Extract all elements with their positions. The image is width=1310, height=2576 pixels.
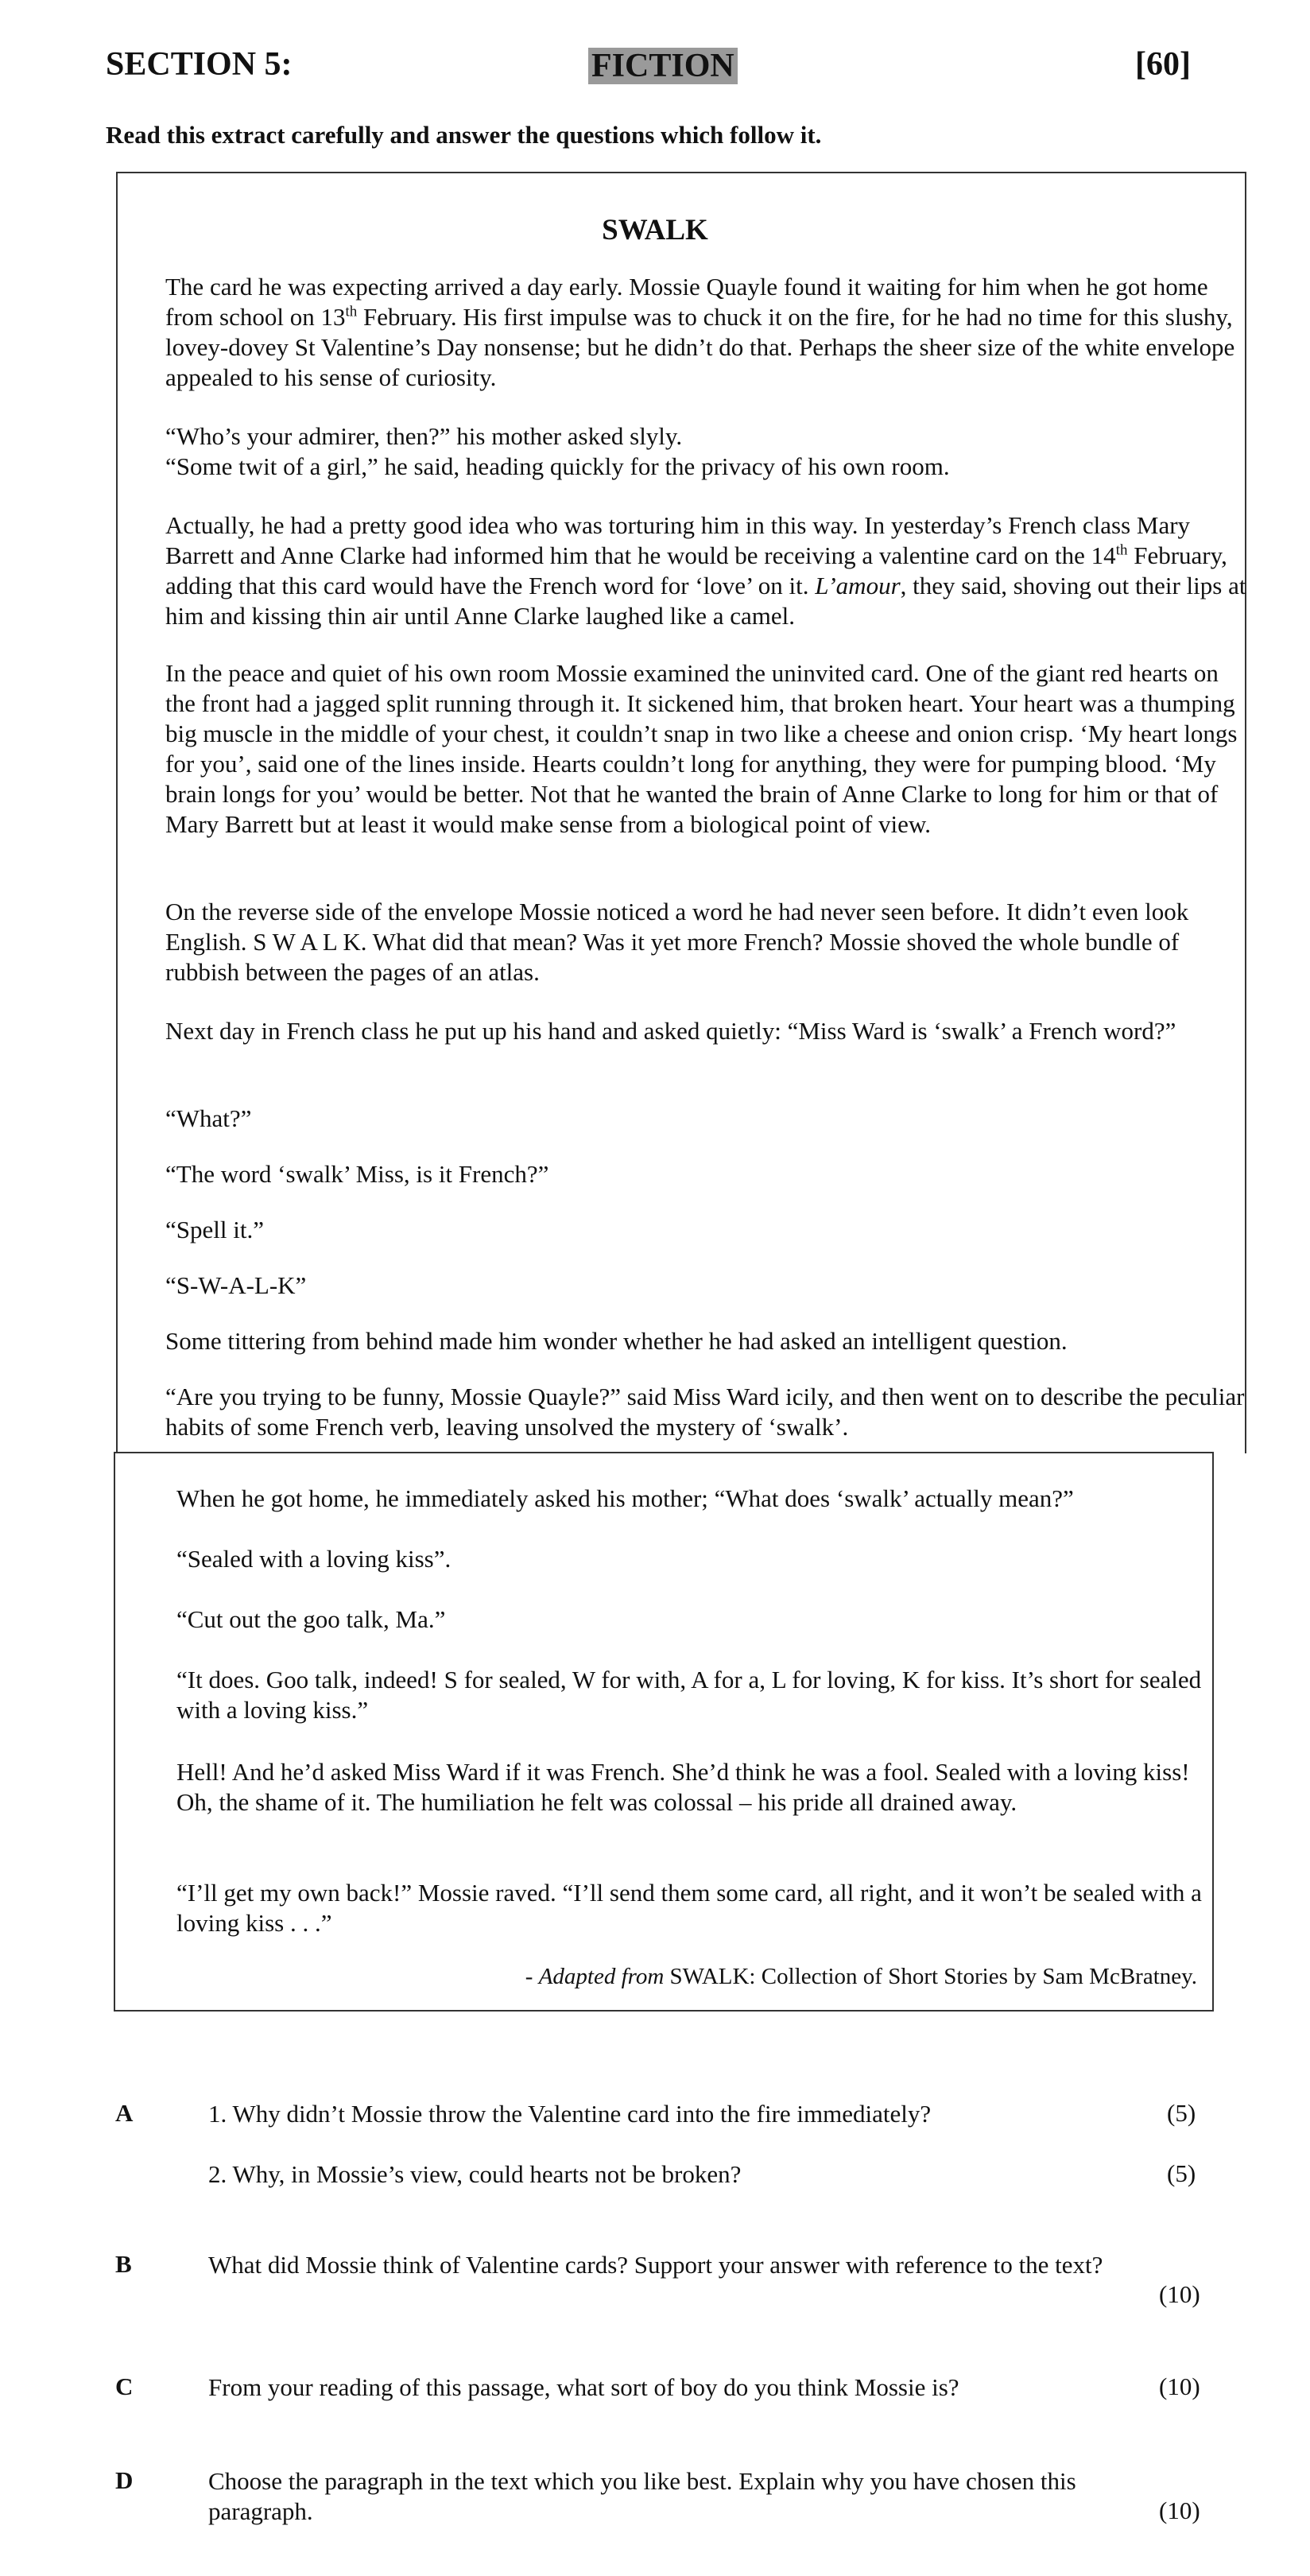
question-marks: (10)	[1159, 2496, 1200, 2524]
paragraph-16: “It does. Goo talk, indeed! S for sealed, W for with, A for a, L for loving, K for kiss. It’s short for sealed with a loving kiss.”	[176, 1666, 1202, 1724]
question-letter: A	[115, 2099, 134, 2127]
paragraph-11: Some tittering from behind made him wonder whether he had asked an intelligent question.	[165, 1327, 1068, 1355]
citation: - Adapted from SWALK: Collection of Short Stories by Sam McBratney.	[525, 1964, 1197, 1989]
question-text: 1. Why didn’t Mossie throw the Valentine card into the fire immediately?	[208, 2100, 932, 2128]
paragraph-12: “Are you trying to be funny, Mossie Quayle?” said Miss Ward icily, and then went on to describe the peculiar habits of some French verb, leaving unsolved the mystery of ‘swalk’.	[165, 1383, 1245, 1441]
paragraph-1: The card he was expecting arrived a day early. Mossie Quayle found it waiting for him when he got home from school on 13th February. His first impulse was to chuck it on the fire, for he had no time for this slushy, lovey-dovey St Valentine’s Day nonsense; but he didn’t do that. Perhaps the sheer size of the white envelope appealed to his sense of curiosity.	[165, 273, 1235, 391]
paragraph-2: “Who’s your admirer, then?” his mother asked slyly. “Some twit of a girl,” he said, heading quickly for the privacy of his own room.	[165, 422, 950, 480]
paragraph-10: “S-W-A-L-K”	[165, 1271, 307, 1299]
question-letter: D	[115, 2466, 134, 2494]
question-marks: (5)	[1167, 2099, 1196, 2127]
question-text: From your reading of this passage, what sort of boy do you think Mossie is?	[208, 2373, 959, 2401]
question-marks: (10)	[1159, 2372, 1200, 2400]
paragraph-17: Hell! And he’d asked Miss Ward if it was French. She’d think he was a fool. Sealed with a loving kiss! Oh, the shame of it. The humiliation he felt was colossal – his pride all drained away.	[176, 1758, 1190, 1816]
paragraph-5: On the reverse side of the envelope Mossie noticed a word he had never seen before. It didn’t even look English. S W A L K. What did that mean? Was it yet more French? Mossie shoved the whole bundle of rubbish between the pages of an atlas.	[165, 898, 1189, 986]
question-letter: C	[115, 2372, 134, 2400]
section-title: FICTION	[588, 48, 738, 84]
paragraph-13: When he got home, he immediately asked his mother; “What does ‘swalk’ actually mean?”	[176, 1484, 1074, 1512]
question-text: What did Mossie think of Valentine cards? Support your answer with reference to the text?	[208, 2251, 1103, 2279]
paragraph-14: “Sealed with a loving kiss”.	[176, 1545, 452, 1573]
question-text: Choose the paragraph in the text which you like best. Explain why you have chosen this paragraph.	[208, 2467, 1076, 2525]
paragraph-18: “I’ll get my own back!” Mossie raved. “I’ll send them some card, all right, and it won’t be sealed with a loving kiss . . .”	[176, 1879, 1202, 1937]
paragraph-7: “What?”	[165, 1104, 252, 1132]
question-marks: (10)	[1159, 2280, 1200, 2308]
paragraph-15: “Cut out the goo talk, Ma.”	[176, 1605, 446, 1633]
question-letter: B	[115, 2250, 132, 2278]
question-text: 2. Why, in Mossie’s view, could hearts not be broken?	[208, 2160, 742, 2188]
story-title: SWALK	[602, 214, 708, 246]
paragraph-3: Actually, he had a pretty good idea who was torturing him in this way. In yesterday’s French class Mary Barrett and Anne Clarke had informed him that he would be receiving a valentine card on the 14th February, adding that this card would have the French word for ‘love’ on it. L’amour, they said, shoving out their lips at him and kissing thin air until Anne Clarke laughed like a camel.	[165, 511, 1246, 630]
paragraph-6: Next day in French class he put up his hand and asked quietly: “Miss Ward is ‘swalk’ a French word?”	[165, 1017, 1176, 1045]
question-marks: (5)	[1167, 2159, 1196, 2187]
paragraph-8: “The word ‘swalk’ Miss, is it French?”	[165, 1160, 549, 1188]
instruction: Read this extract carefully and answer the questions which follow it.	[106, 121, 822, 149]
paragraph-9: “Spell it.”	[165, 1216, 264, 1243]
paragraph-4: In the peace and quiet of his own room Mossie examined the uninvited card. One of the giant red hearts on the front had a jagged split running through it. It sickened him, that broken heart. Your heart was a thumping big muscle in the middle of your chest, it couldn’t snap in two like a cheese and onion crisp. ‘My heart longs for you’, said one of the lines inside. Hearts couldn’t long for anything, they were for pumping blood. ‘My brain longs for you’ would be better. Not that he wanted the brain of Anne Clarke to long for him or that of Mary Barrett but at least it would make sense from a biological point of view.	[165, 659, 1238, 838]
section-label: SECTION 5:	[106, 46, 293, 83]
section-marks: [60]	[1135, 46, 1191, 83]
